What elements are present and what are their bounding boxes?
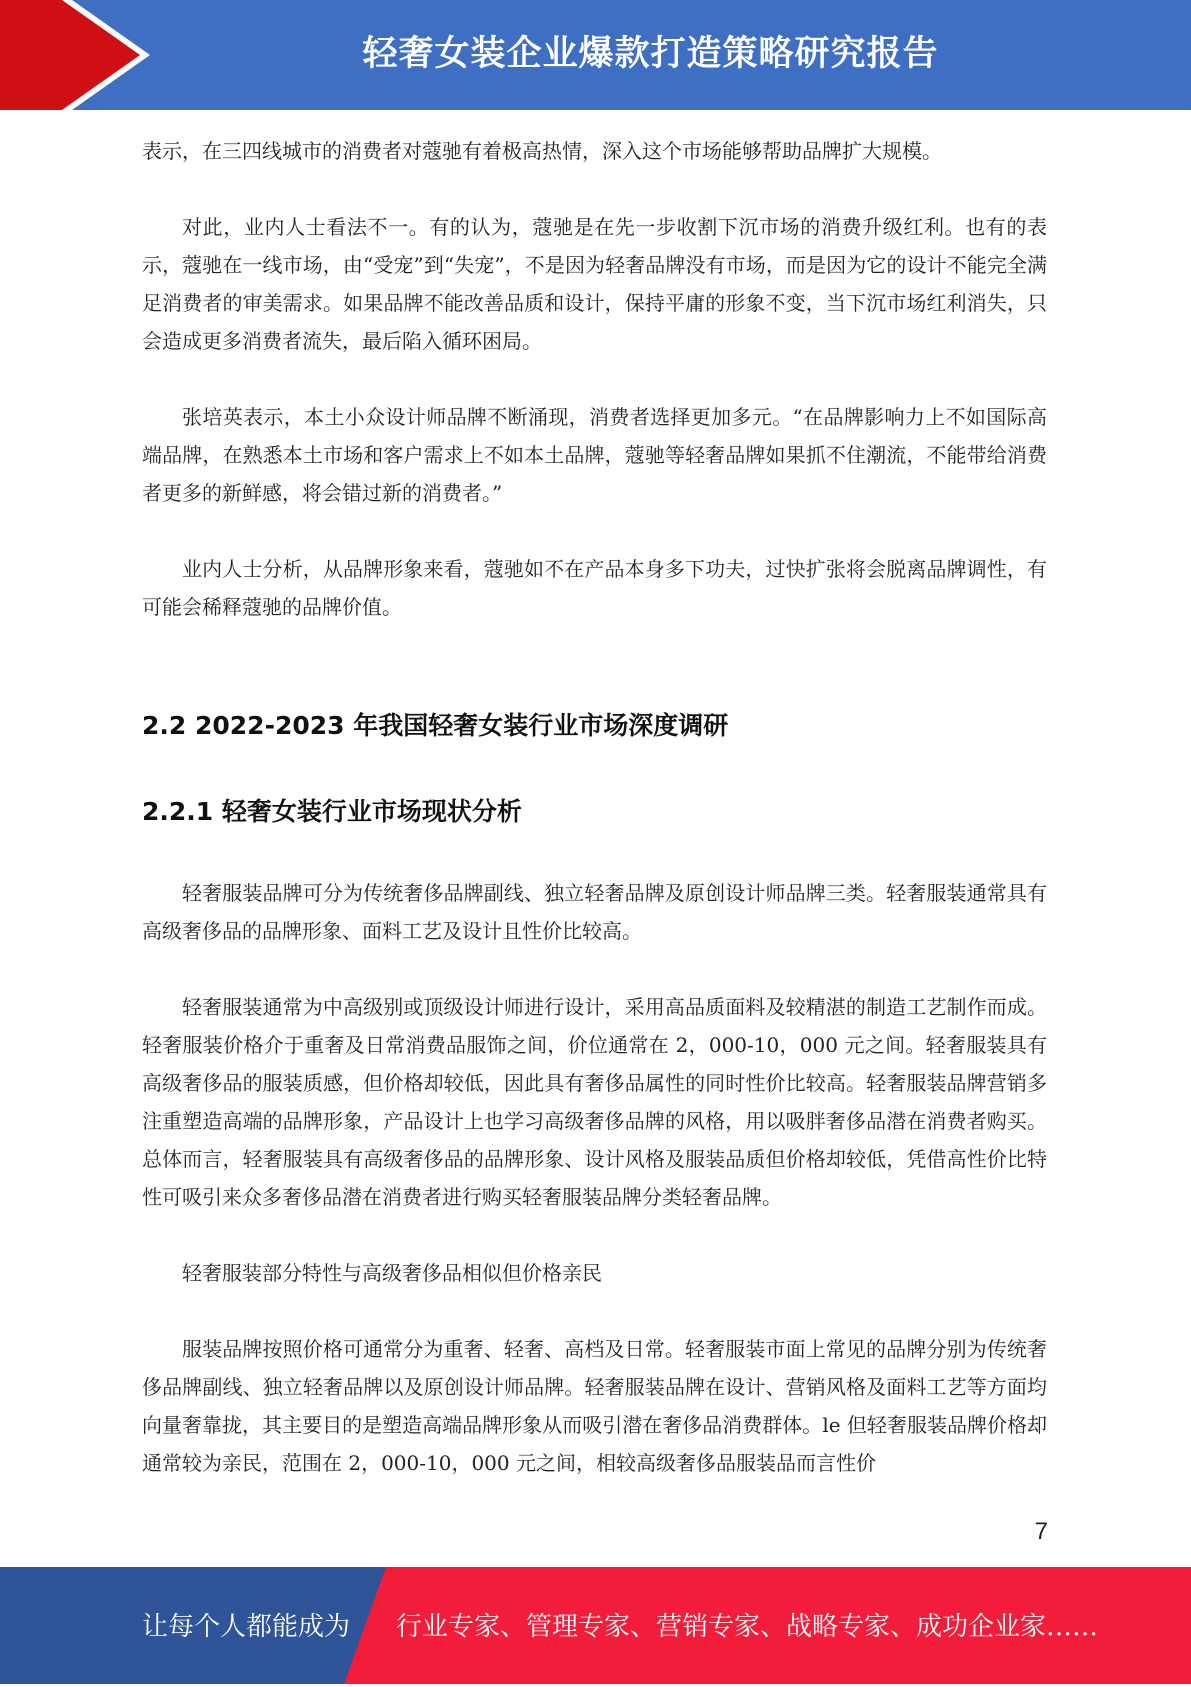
paragraph: 张培英表示，本土小众设计师品牌不断涌现，消费者选择更加多元。“在品牌影响力上不如国际高端品牌，在熟悉本土市场和客户需求上不如本土品牌，蔻驰等轻奢品牌如果抓不住潮流，不能带给消费者更多的新鲜感，将会错过新的消费者。” [142, 405, 1047, 505]
paragraph: 服装品牌按照价格可通常分为重奢、轻奢、高档及日常。轻奢服装市面上常见的品牌分别为传统奢侈品牌副线、独立轻奢品牌以及原创设计师品牌。轻奢服装品牌在设计、营销风格及面料工艺等方面均向量奢靠拢，其主要目的是塑造高端品牌形象从而吸引潜在奢侈品消费群体。le 但轻奢服装品牌价格却通常较为亲民，范围在 2，000-10，000 元之间，相较高级奢侈品服装品而言性价 [142, 1337, 1047, 1475]
paragraph: 表示，在三四线城市的消费者对蔻驰有着极高热情，深入这个市场能够帮助品牌扩大规模。 [142, 139, 942, 163]
report-title: 轻奢女装企业爆款打造策略研究报告 [362, 34, 939, 74]
page-number: 7 [1034, 1518, 1048, 1545]
page-footer [0, 1567, 1191, 1684]
page-header [0, 0, 1191, 110]
subsection-heading: 2.2.1 轻奢女装行业市场现状分析 [142, 797, 522, 826]
footer-slogan-right: 行业专家、管理专家、营销专家、战略专家、成功企业家…… [396, 1612, 1099, 1642]
paragraph: 业内人士分析，从品牌形象来看，蔻驰如不在产品本身多下功夫，过快扩张将会脱离品牌调性，有可能会稀释蔻驰的品牌价值。 [142, 557, 1047, 619]
paragraph: 轻奢服装品牌可分为传统奢侈品牌副线、独立轻奢品牌及原创设计师品牌三类。轻奢服装通常具有高级奢侈品的品牌形象、面料工艺及设计且性价比较高。 [142, 881, 1047, 943]
paragraph: 对此，业内人士看法不一。有的认为，蔻驰是在先一步收割下沉市场的消费升级红利。也有的表示，蔻驰在一线市场，由“受宠”到“失宠”，不是因为轻奢品牌没有市场，而是因为它的设计不能完全满足消费者的审美需求。如果品牌不能改善品质和设计，保持平庸的形象不变，当下沉市场红利消失，只会造成更多消费者流失，最后陷入循环困局。 [142, 215, 1047, 353]
paragraph: 轻奢服装通常为中高级别或顶级设计师进行设计，采用高品质面料及较精湛的制造工艺制作而成。轻奢服装价格介于重奢及日常消费品服饰之间，价位通常在 2，000-10，000 元之间。轻奢服装具有高级奢侈品的服装质感，但价格却较低，因此具有奢侈品属性的同时性价比较高。轻奢服装品牌营销多注重塑造高端的品牌形象，产品设计上也学习高级奢侈品牌的风格，用以吸胖奢侈品潜在消费者购买。总体而言，轻奢服装具有高级奢侈品的品牌形象、设计风格及服装品质但价格却较低，凭借高性价比特性可吸引来众多奢侈品潜在消费者进行购买轻奢服装品牌分类轻奢品牌。 [142, 995, 1047, 1209]
section-heading: 2.2 2022-2023 年我国轻奢女装行业市场深度调研 [142, 711, 729, 740]
header-red-arrow [0, 0, 150, 110]
footer-slogan-left: 让每个人都能成为 [142, 1612, 351, 1642]
paragraph: 轻奢服装部分特性与高级奢侈品相似但价格亲民 [182, 1261, 602, 1285]
document-body [142, 132, 1047, 1482]
